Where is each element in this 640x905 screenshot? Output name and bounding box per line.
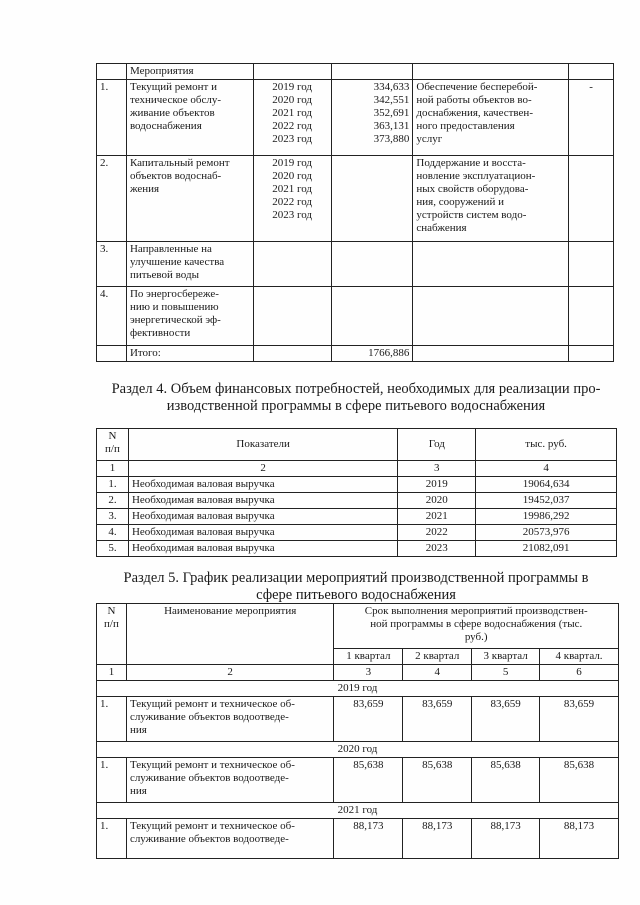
table-cell — [331, 64, 413, 80]
activity-name: Текущий ремонт и техническое обслу- живание объектов водоснабжения — [126, 80, 253, 156]
quarter-value: 85,638 — [403, 758, 472, 803]
quarter-value: 83,659 — [334, 697, 403, 742]
column-header-sum: тыс. руб. — [476, 429, 617, 461]
row-number: 1. — [97, 80, 127, 156]
table-row — [97, 819, 619, 859]
activity-sums: 334,633 342,551 352,691 363,131 373,880 — [331, 80, 413, 156]
quarter-header: 3 квартал — [472, 649, 540, 665]
activities-table — [96, 63, 614, 362]
table-row — [97, 477, 617, 493]
activity-mark — [569, 242, 614, 287]
activity-sums — [331, 287, 413, 346]
row-number: 2. — [97, 156, 127, 242]
table-row — [97, 758, 619, 803]
year-group-header: 2019 год — [97, 681, 619, 697]
table-cell — [253, 64, 331, 80]
activity-goal — [413, 242, 569, 287]
section-5-title: Раздел 5. График реализации мероприятий производственной программы в сфере питьевого водоснабжения — [123, 570, 589, 603]
activity-years: 2019 год 2020 год 2021 год 2022 год 2023 год — [253, 80, 331, 156]
year-cell: 2023 — [398, 541, 476, 557]
total-value: 1766,886 — [331, 346, 413, 362]
column-index: 1 — [97, 461, 129, 477]
year-group-header: 2020 год — [97, 742, 619, 758]
column-header-indicator: Показатели — [128, 429, 397, 461]
value-cell: 19986,292 — [476, 509, 617, 525]
row-number: 1. — [97, 758, 127, 803]
activity-name: Текущий ремонт и техническое об- служивание объектов водоотведе- ния — [126, 758, 333, 803]
table-cell — [413, 346, 569, 362]
indicator-name: Необходимая валовая выручка — [128, 541, 397, 557]
quarter-value: 83,659 — [472, 697, 540, 742]
quarter-value: 83,659 — [540, 697, 619, 742]
finance-table — [96, 428, 617, 557]
quarter-header: 1 квартал — [334, 649, 403, 665]
quarter-value: 85,638 — [540, 758, 619, 803]
table-row — [97, 493, 617, 509]
activity-mark: - — [569, 80, 614, 156]
activity-goal — [413, 287, 569, 346]
activity-sums — [331, 242, 413, 287]
row-number: 5. — [97, 541, 129, 557]
row-number: 4. — [97, 287, 127, 346]
row-number: 1. — [97, 477, 129, 493]
column-index: 3 — [334, 665, 403, 681]
quarter-header: 4 квартал. — [540, 649, 619, 665]
table-cell — [253, 346, 331, 362]
activity-name: Текущий ремонт и техническое об- служивание объектов водоотведе- ния — [126, 697, 333, 742]
year-cell: 2019 — [398, 477, 476, 493]
row-number: 1. — [97, 819, 127, 859]
indicator-name: Необходимая валовая выручка — [128, 477, 397, 493]
row-number: 3. — [97, 509, 129, 525]
year-cell: 2022 — [398, 525, 476, 541]
year-cell: 2021 — [398, 509, 476, 525]
row-number: 3. — [97, 242, 127, 287]
table-row — [97, 525, 617, 541]
year-group-header: 2021 год — [97, 803, 619, 819]
column-index: 2 — [126, 665, 333, 681]
row-number: 4. — [97, 525, 129, 541]
quarter-header: 2 квартал — [403, 649, 472, 665]
value-cell: 21082,091 — [476, 541, 617, 557]
quarter-value: 85,638 — [334, 758, 403, 803]
column-index: 4 — [476, 461, 617, 477]
column-header-term: Срок выполнения мероприятий производствен- ной программы в сфере водоснабжения (тыс. руб.) — [334, 604, 619, 649]
table-cell — [413, 64, 569, 80]
activity-name: По энергосбереже- нию и повышению энергетической эф- фективности — [126, 287, 253, 346]
quarter-value: 83,659 — [403, 697, 472, 742]
value-cell: 19452,037 — [476, 493, 617, 509]
indicator-name: Необходимая валовая выручка — [128, 525, 397, 541]
activity-mark — [569, 156, 614, 242]
table-row — [97, 509, 617, 525]
column-header-num: N п/п — [97, 429, 129, 461]
schedule-table — [96, 603, 619, 859]
indicator-name: Необходимая валовая выручка — [128, 509, 397, 525]
table-cell — [97, 64, 127, 80]
table-cell — [569, 64, 614, 80]
table-cell — [97, 346, 127, 362]
activity-name: Капитальный ремонт объектов водоснаб- жения — [126, 156, 253, 242]
column-header-num: N п/п — [97, 604, 127, 665]
column-header-activities: Мероприятия — [126, 64, 253, 80]
total-label: Итого: — [126, 346, 253, 362]
row-number: 2. — [97, 493, 129, 509]
column-index: 3 — [398, 461, 476, 477]
row-number: 1. — [97, 697, 127, 742]
quarter-value: 88,173 — [472, 819, 540, 859]
value-cell: 20573,976 — [476, 525, 617, 541]
table-cell — [569, 346, 614, 362]
column-header-name: Наименование мероприятия — [126, 604, 333, 665]
activity-years — [253, 287, 331, 346]
quarter-value: 88,173 — [540, 819, 619, 859]
quarter-value: 88,173 — [334, 819, 403, 859]
table-row — [97, 541, 617, 557]
activity-name: Направленные на улучшение качества питьевой воды — [126, 242, 253, 287]
activity-mark — [569, 287, 614, 346]
quarter-value: 85,638 — [472, 758, 540, 803]
activity-name: Текущий ремонт и техническое об- служивание объектов водоотведе- — [126, 819, 333, 859]
section-4-title: Раздел 4. Объем финансовых потребностей, необходимых для реализации про- изводственной программы в сфере питьевого водоснабжения — [111, 381, 601, 414]
column-index: 4 — [403, 665, 472, 681]
value-cell: 19064,634 — [476, 477, 617, 493]
column-index: 6 — [540, 665, 619, 681]
activity-goal: Обеспечение бесперебой- ной работы объектов во- доснабжения, качествен- ного предоставления услуг — [413, 80, 569, 156]
column-header-year: Год — [398, 429, 476, 461]
column-index: 5 — [472, 665, 540, 681]
column-index: 2 — [128, 461, 397, 477]
year-cell: 2020 — [398, 493, 476, 509]
column-index: 1 — [97, 665, 127, 681]
quarter-value: 88,173 — [403, 819, 472, 859]
activity-years — [253, 242, 331, 287]
activity-sums — [331, 156, 413, 242]
indicator-name: Необходимая валовая выручка — [128, 493, 397, 509]
activity-years: 2019 год 2020 год 2021 год 2022 год 2023 год — [253, 156, 331, 242]
activity-goal: Поддержание и восста- новление эксплуатацион- ных свойств оборудова- ния, сооружений и устройств систем водо- снабжения — [413, 156, 569, 242]
table-row — [97, 697, 619, 742]
